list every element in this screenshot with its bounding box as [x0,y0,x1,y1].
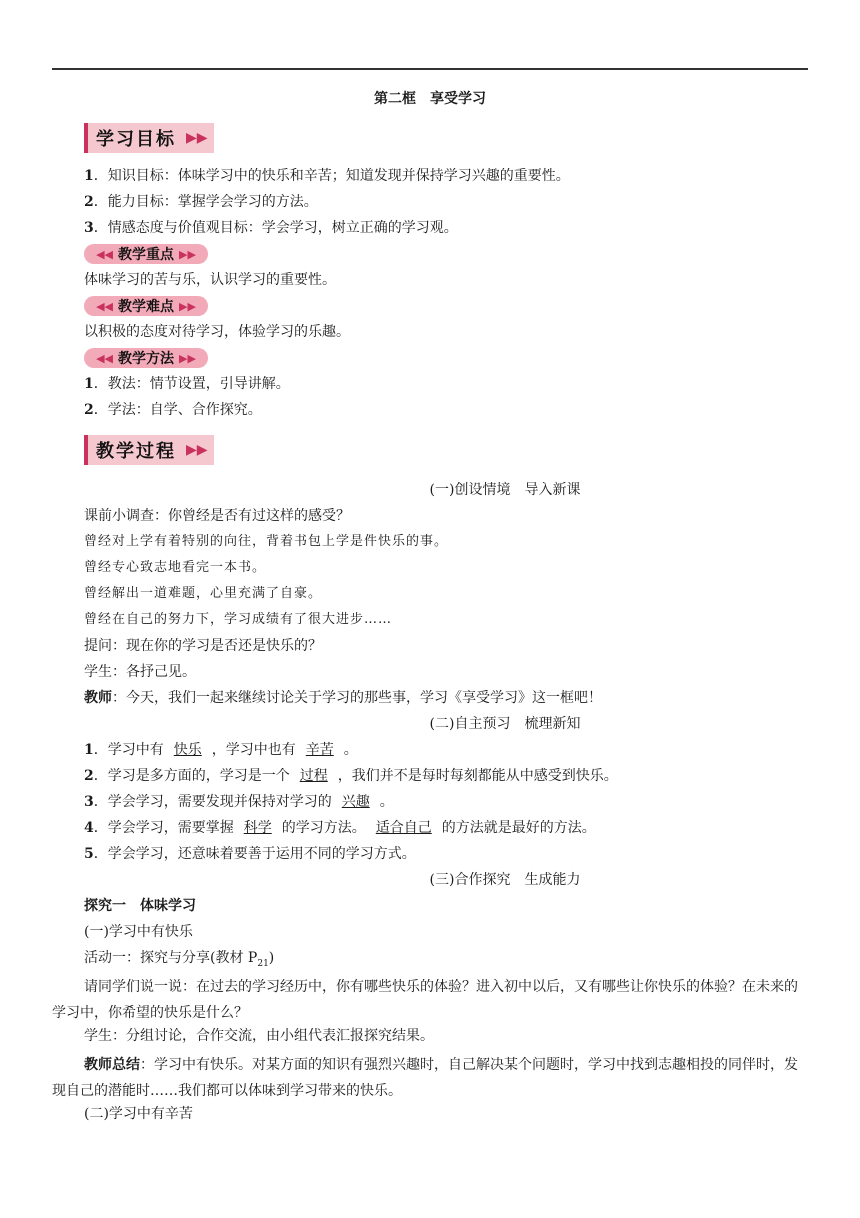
explore-title: 探究一 体味学习 [84,898,196,914]
subheading: (二)学习中有辛苦 [84,1106,193,1122]
right-arrow-icon: ▶▶ [179,351,196,365]
survey-item: 曾经专心致志地看完一本书。 [84,560,267,575]
right-arrow-icon: ▶▶ [179,247,196,261]
answer-blank: 适合自己 [375,820,432,836]
goal-item: 2．能力目标：掌握学会学习的方法。 [84,194,318,210]
activity-text: 活动一：探究与分享(教材 $P_{21}$) [84,950,275,969]
double-arrow-icon: ▶▶ [186,442,208,458]
answer-blank: 过程 [299,768,328,784]
double-arrow-icon: ▶▶ [186,130,208,146]
method-item: 1．教法：情节设置，引导讲解。 [84,376,290,392]
process-header-label: 教学过程 [96,441,176,462]
left-arrow-icon: ◀◀ [96,247,113,261]
page-title: 第二框 享受学习 [374,91,486,107]
fill-blank-item: 3．学会学习，需要发现并保持对学习的 兴趣 。 [84,794,394,810]
part3-heading: (三)合作探究 生成能力 [429,872,581,888]
goals-header [84,123,214,153]
key-point-label: ◀◀ 教学重点 ▶▶ [84,244,208,264]
fill-blank-item: 1．学习中有 快乐 ，学习中也有 辛苦 。 [84,742,358,758]
difficult-point-label: ◀◀ 教学难点 ▶▶ [84,296,208,316]
method-label: ◀◀ 教学方法 ▶▶ [84,348,208,368]
left-arrow-icon: ◀◀ [96,351,113,365]
answer-blank: 快乐 [173,742,202,758]
question-text: 提问：现在你的学习是否还是快乐的？ [84,638,322,654]
prompt-paragraph: 请同学们说一说：在过去的学习经历中，你有哪些快乐的体验？进入初中以后，又有哪些让你快乐的体验？在未来的学习中，你希望的快乐是什么？ [52,979,798,1021]
teacher-summary: 教师总结：学习中有快乐。对某方面的知识有强烈兴趣时，自己解决某个问题时，学习中找到志趣相投的同伴时，发现自己的潜能时……我们都可以体味到学习带来的快乐。 [52,1057,798,1099]
key-point-text: 体味学习的苦与乐，认识学习的重要性。 [84,272,336,288]
subheading: (一)学习中有快乐 [84,924,193,940]
answer-blank: 兴趣 [341,794,370,810]
survey-text: 课前小调查：你曾经是否有过这样的感受？ [84,508,350,524]
right-arrow-icon: ▶▶ [179,299,196,313]
top-rule [52,68,808,70]
part1-heading: (一)创设情境 导入新课 [429,482,581,498]
goals-header-label: 学习目标 [96,129,176,150]
answer-blank: 科学 [243,820,272,836]
process-header [84,435,214,465]
part2-heading: (二)自主预习 梳理新知 [429,716,581,732]
teacher-text: 教师：今天，我们一起来继续讨论关于学习的那些事，学习《享受学习》这一框吧！ [84,690,602,706]
fill-blank-item: 5．学会学习，还意味着要善于运用不同的学习方式。 [84,846,416,862]
fill-blank-item: 4．学会学习，需要掌握 科学 的学习方法。 适合自己 的方法就是最好的方法。 [84,820,596,836]
left-arrow-icon: ◀◀ [96,299,113,313]
answer-blank: 辛苦 [305,742,334,758]
student-text: 学生：各抒己见。 [84,664,196,680]
fill-blank-item: 2．学习是多方面的，学习是一个 过程 ，我们并不是每时每刻都能从中感受到快乐。 [84,768,618,784]
survey-item: 曾经对上学有着特别的向往，背着书包上学是件快乐的事。 [84,534,449,549]
survey-item: 曾经解出一道难题，心里充满了自豪。 [84,586,323,601]
survey-item: 曾经在自己的努力下，学习成绩有了很大进步…… [84,612,393,627]
difficult-point-text: 以积极的态度对待学习，体验学习的乐趣。 [84,324,350,340]
student-text: 学生：分组讨论，合作交流，由小组代表汇报探究结果。 [84,1028,434,1044]
method-item: 2．学法：自学、合作探究。 [84,402,262,418]
goal-item: 1．知识目标：体味学习中的快乐和辛苦；知道发现并保持学习兴趣的重要性。 [84,168,570,184]
goal-item: 3．情感态度与价值观目标：学会学习，树立正确的学习观。 [84,220,458,236]
